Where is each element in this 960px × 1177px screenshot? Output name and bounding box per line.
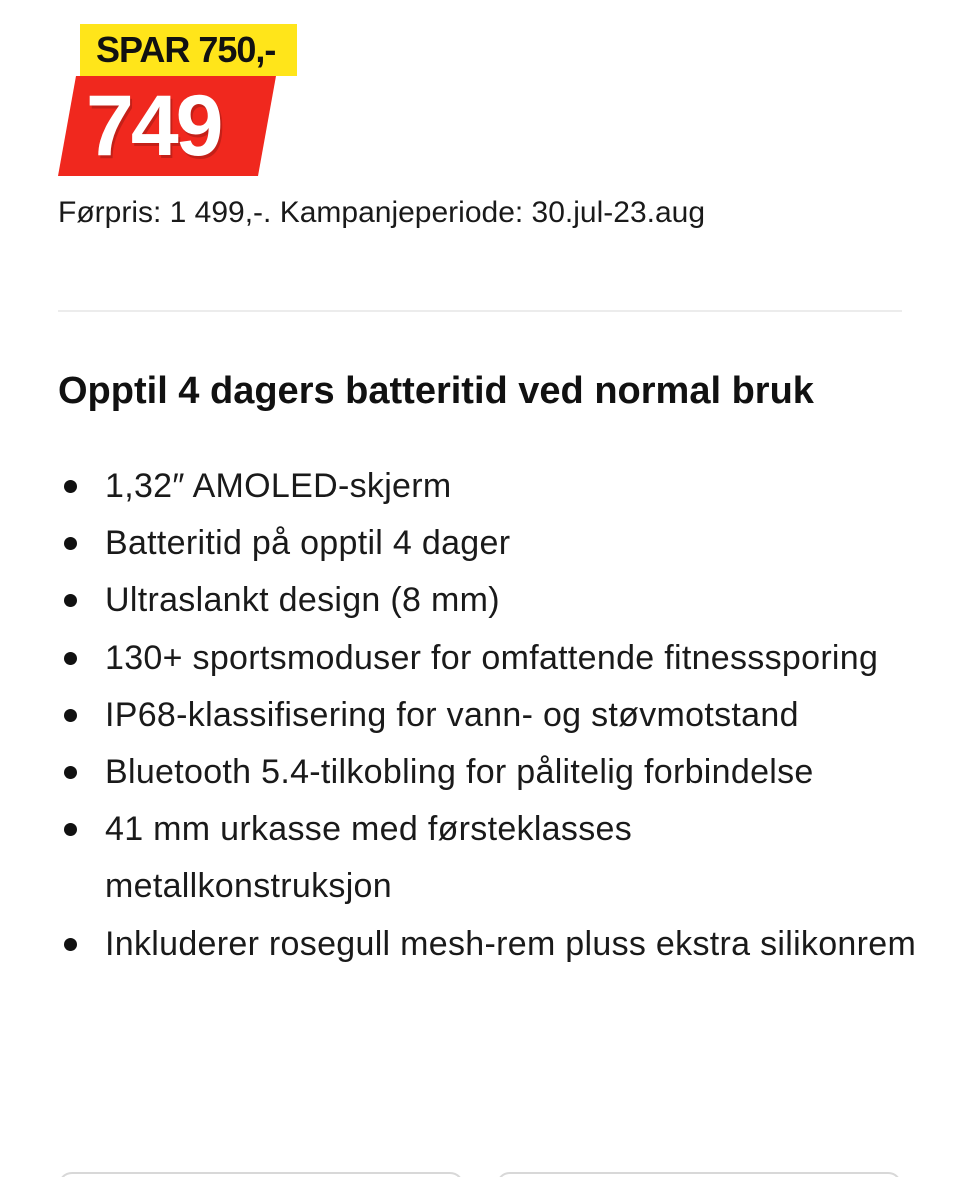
feature-item	[58, 744, 918, 801]
feature-text: Ultraslankt design (8 mm)	[105, 581, 500, 620]
feature-text: Bluetooth 5.4-tilkobling for pålitelig forbindelse	[105, 753, 814, 792]
prior-price-text: Førpris: 1 499,-. Kampanjeperiode: 30.jul-23.aug	[58, 196, 706, 229]
feature-item	[58, 458, 918, 515]
bullet-icon	[64, 537, 77, 550]
option-card-right[interactable]	[496, 1172, 902, 1177]
feature-text: 1,32″ AMOLED-skjerm	[105, 467, 452, 505]
feature-text: 41 mm urkasse med førsteklasses metallkonstruksjon	[105, 810, 633, 906]
option-card-left[interactable]	[58, 1172, 464, 1177]
feature-text: Inkluderer rosegull mesh-rem pluss ekstra silikonrem	[105, 924, 917, 963]
feature-item	[58, 630, 918, 687]
feature-text: 130+ sportsmoduser for omfattende fitnesssporing	[105, 638, 879, 677]
feature-item	[58, 687, 918, 744]
section-divider	[58, 310, 902, 312]
bullet-icon	[64, 594, 77, 607]
bullet-icon	[64, 709, 77, 722]
features-heading: Opptil 4 dagers batteritid ved normal bruk	[58, 370, 814, 412]
feature-item	[58, 515, 918, 572]
feature-text: Batteritid på opptil 4 dager	[105, 524, 511, 563]
bullet-icon	[64, 823, 77, 836]
bullet-icon	[64, 652, 77, 665]
feature-list	[58, 458, 918, 973]
campaign-price: 749	[86, 78, 221, 174]
feature-item	[58, 801, 918, 915]
feature-item	[58, 916, 918, 973]
savings-label: SPAR 750,-	[96, 29, 276, 70]
feature-item	[58, 572, 918, 629]
feature-text: IP68-klassifisering for vann- og støvmotstand	[105, 695, 799, 734]
bullet-icon	[64, 938, 77, 951]
bullet-icon	[64, 480, 77, 493]
savings-badge	[80, 24, 297, 76]
bullet-icon	[64, 766, 77, 779]
